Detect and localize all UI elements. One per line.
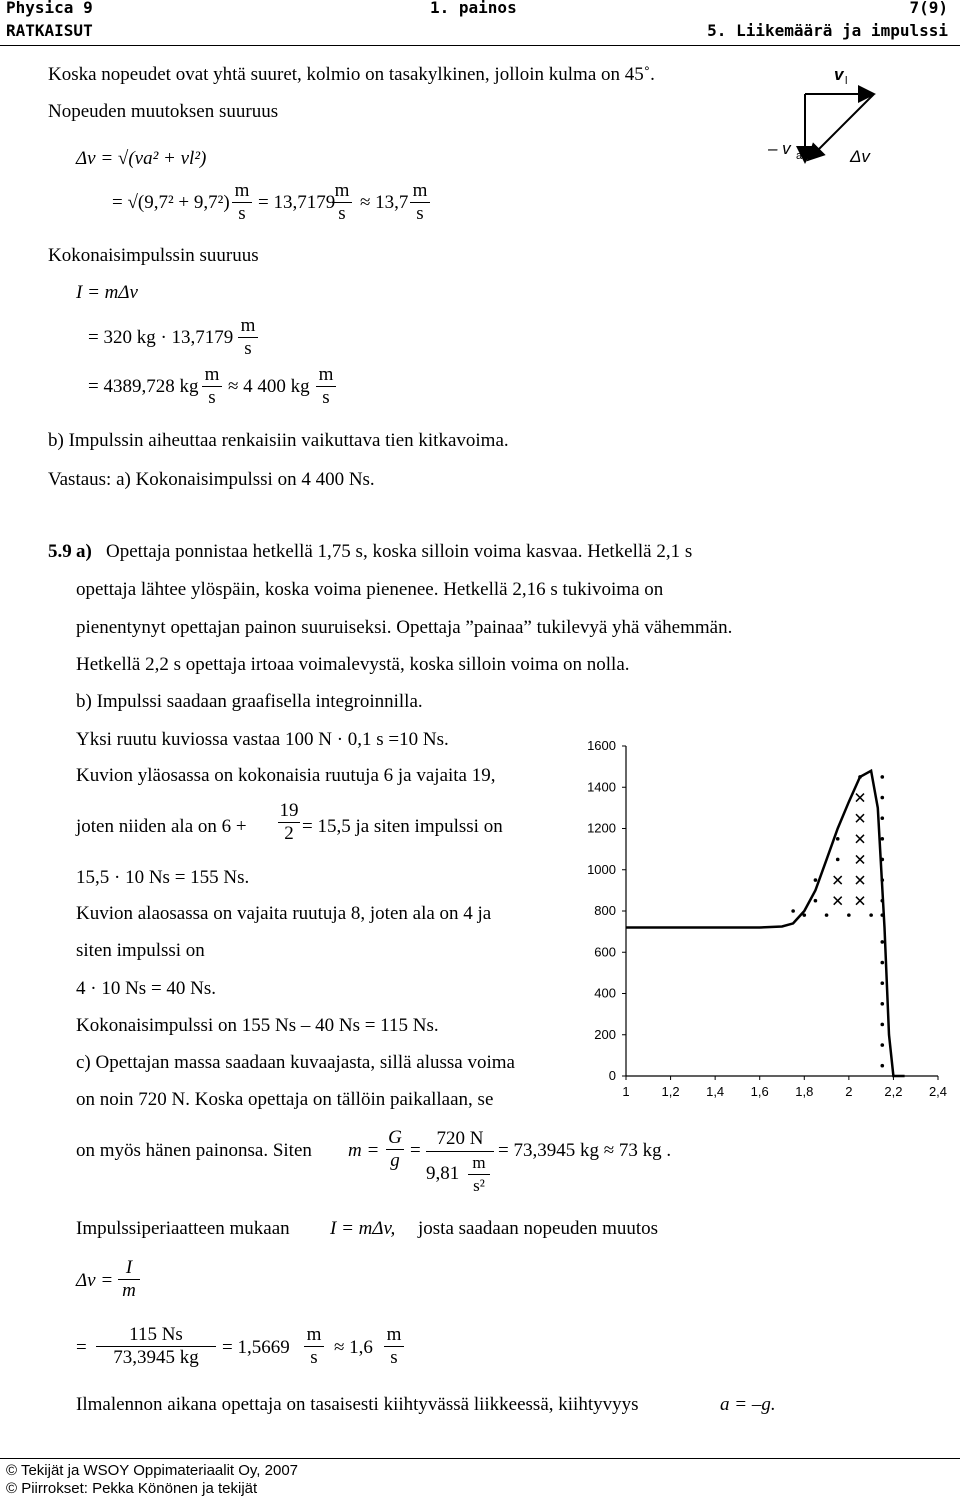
principle-rest: josta saadaan nopeuden muutos (418, 1218, 659, 1239)
y-tick-label: 200 (594, 1026, 616, 1042)
equation-value-exact: = 13,7179 (258, 192, 336, 213)
grid-dot-mark (880, 961, 884, 965)
principle-equation: I = mΔv, (330, 1218, 396, 1239)
fraction-m-per-s: m s (410, 181, 430, 224)
grid-cross-mark (856, 876, 864, 884)
force-time-chart (578, 730, 950, 1100)
task-b-text-1: Yksi ruutu kuviossa vastaa 100 N · 0,1 s =10 Ns. (76, 729, 449, 750)
task-b-text-7: siten impulssi on (76, 940, 205, 961)
task-b-text-5: 15,5 · 10 Ns = 155 Ns. (76, 867, 250, 888)
x-tick-label: 2 (845, 1084, 853, 1099)
fraction-m-per-s: m s (238, 316, 258, 359)
grid-dot-mark (880, 981, 884, 985)
task-c-eq-text: on myös hänen painonsa. Siten (76, 1140, 312, 1161)
equation-impulse: I = mΔv (76, 282, 138, 303)
grid-dot-mark (814, 878, 818, 882)
y-tick-label: 600 (594, 944, 616, 960)
task-a-line-2: opettaja lähtee ylöspäin, koska voima pienenee. Hetkellä 2,16 s tukivoima on (76, 579, 664, 600)
equation-delta-v: Δv = √(va² + vl²) (76, 148, 207, 169)
y-tick-label: 400 (594, 985, 616, 1001)
x-tick-label: 1,2 (661, 1084, 680, 1099)
last-equation: a = –g. (720, 1394, 776, 1415)
y-tick-label: 1600 (587, 738, 616, 753)
label-delta-v: Δv (850, 147, 870, 166)
equation-delta-v-numeric: = √(9,7² + 9,7²) (112, 192, 230, 213)
x-tick-label: 1 (622, 1084, 630, 1099)
grid-cross-mark (856, 814, 864, 822)
task-a-line-1: Opettaja ponnistaa hetkellä 1,75 s, koska silloin voima kasvaa. Hetkellä 2,1 s (106, 541, 693, 562)
task-c-line-1: c) Opettajan massa saadaan kuvaajasta, sillä alussa voima (76, 1052, 515, 1073)
header-book-title: Physica 9 (6, 0, 93, 17)
grid-dot-mark (880, 940, 884, 944)
grid-cross-mark (856, 855, 864, 863)
dv2-value-exact: = 1,5669 (222, 1337, 290, 1358)
equation-impulse-rounded: ≈ 4 400 kg (228, 376, 310, 397)
dv-eq: Δv = (76, 1270, 114, 1291)
grid-dot-mark (814, 899, 818, 903)
y-tick-label: 1400 (587, 779, 616, 795)
grid-dot-mark (880, 1043, 884, 1047)
label-va-subscript: a (796, 150, 803, 162)
fraction-m-per-s2: m s² (468, 1153, 490, 1196)
task-c-981: 9,81 (426, 1163, 460, 1184)
fraction-I-over-m: I m (118, 1258, 140, 1301)
equation-impulse-numeric: = 320 kg · 13,7179 (88, 327, 234, 348)
task-b-text-9: Kokonaisimpulssi on 155 Ns – 40 Ns = 115 Ns. (76, 1015, 439, 1036)
grid-cross-mark (834, 897, 842, 905)
footer-illustrations: © Piirrokset: Pekka Könönen ja tekijät (6, 1480, 258, 1497)
grid-dot-mark (791, 909, 795, 913)
grid-dot-mark (880, 1002, 884, 1006)
grid-dot-mark (869, 913, 873, 917)
force-curve (626, 771, 905, 1076)
task-c-line-2: on noin 720 N. Koska opettaja on tällöin paikallaan, se (76, 1089, 494, 1110)
final-answer: Vastaus: a) Kokonaisimpulssi on 4 400 Ns. (48, 469, 375, 490)
momentum-title: Kokonaisimpulssin suuruus (48, 245, 259, 266)
fraction-m-per-s: m s (316, 365, 336, 408)
y-tick-label: 800 (594, 903, 616, 918)
task-a-label: a) (76, 541, 92, 562)
intro-text: Koska nopeudet ovat yhtä suuret, kolmio on tasakylkinen, jolloin kulma on 45˚. (48, 64, 655, 85)
header-section: RATKAISUT (6, 21, 93, 40)
grid-cross-mark (856, 835, 864, 843)
header-page-number: 7(9) (909, 0, 948, 17)
x-tick-label: 1,4 (706, 1084, 725, 1099)
grid-dot-mark (825, 913, 829, 917)
task-c-eq-equals: = (410, 1140, 421, 1161)
label-vl-subscript: l (845, 75, 848, 87)
grid-cross-mark (856, 897, 864, 905)
grid-dot-mark (836, 858, 840, 862)
y-tick-label: 0 (608, 1068, 616, 1083)
footer-rule (0, 1458, 960, 1459)
principle-text: Impulssiperiaatteen mukaan (76, 1218, 290, 1239)
task-c-fraction-line (426, 1151, 494, 1152)
label-va: – v (768, 139, 791, 158)
part-b-answer: b) Impulssin aiheuttaa renkaisiin vaikuttava tien kitkavoima. (48, 430, 509, 451)
grid-dot-mark (880, 837, 884, 841)
fraction-impulse-over-mass: 115 Ns 73,3945 kg (96, 1325, 216, 1368)
label-vl: v (834, 65, 844, 84)
task-a-line-4: Hetkellä 2,2 s opettaja irtoaa voimalevystä, koska silloin voima on nolla. (76, 654, 630, 675)
header-rule (0, 45, 960, 46)
grid-dot-mark (880, 816, 884, 820)
fraction-G-over-g: G g (386, 1128, 404, 1171)
grid-dot-mark (880, 1064, 884, 1068)
header-chapter: 5. Liikemäärä ja impulssi (707, 21, 948, 40)
grid-dot-mark (880, 796, 884, 800)
task-c-result: = 73,3945 kg ≈ 73 kg . (498, 1140, 672, 1161)
header-edition: 1. painos (430, 0, 517, 17)
x-tick-label: 1,8 (795, 1084, 814, 1099)
fraction-m-per-s: m s (332, 181, 352, 224)
grid-dot-mark (880, 775, 884, 779)
fraction-m-per-s: m s (202, 365, 222, 408)
task-c-720: 720 N (436, 1128, 484, 1149)
y-tick-label: 1000 (587, 861, 616, 877)
fraction-m-per-s: m s (384, 1325, 404, 1368)
x-tick-label: 1,6 (750, 1084, 769, 1099)
fraction-m-per-s: m s (304, 1325, 324, 1368)
fraction-m-per-s: m s (232, 181, 252, 224)
last-line: Ilmalennon aikana opettaja on tasaisesti kiihtyvässä liikkeessä, kiihtyvyys (76, 1394, 639, 1415)
equation-value-rounded: ≈ 13,7 (360, 192, 409, 213)
dv2-eq: = (76, 1337, 87, 1358)
grid-cross-mark (856, 794, 864, 802)
dv2-value-rounded: ≈ 1,6 (334, 1337, 373, 1358)
task-b-text-3: joten niiden ala on 6 + (76, 816, 247, 837)
speed-change-title: Nopeuden muutoksen suuruus (48, 101, 279, 122)
task-b-text-8: 4 · 10 Ns = 40 Ns. (76, 978, 217, 999)
fraction-19-over-2: 19 2 (279, 800, 299, 844)
task-b-text-6: Kuvion alaosassa on vajaita ruutuja 8, joten ala on 4 ja (76, 903, 492, 924)
y-tick-label: 1200 (587, 820, 616, 836)
grid-dot-mark (880, 1023, 884, 1027)
equation-impulse-result: = 4389,728 kg (88, 376, 199, 397)
velocity-triangle-diagram (768, 62, 888, 182)
task-c-eq-m: m = (348, 1140, 380, 1161)
footer-copyright: © Tekijät ja WSOY Oppimateriaalit Oy, 2007 (6, 1462, 299, 1479)
task-b-text-4: = 15,5 ja siten impulssi on (302, 816, 503, 837)
x-tick-label: 2,4 (928, 1084, 948, 1099)
x-tick-label: 2,2 (884, 1084, 903, 1099)
grid-cross-mark (834, 876, 842, 884)
task-b-line: b) Impulssi saadaan graafisella integroinnilla. (76, 691, 423, 712)
task-a-line-3: pienentynyt opettajan painon suuruiseksi. Opettaja ”painaa” tukilevyä yhä vähemmän. (76, 617, 733, 638)
task-b-text-2: Kuvion yläosassa on kokonaisia ruutuja 6 ja vajaita 19, (76, 765, 496, 786)
task-number: 5.9 (48, 541, 72, 562)
grid-dot-mark (836, 837, 840, 841)
grid-dot-mark (847, 913, 851, 917)
